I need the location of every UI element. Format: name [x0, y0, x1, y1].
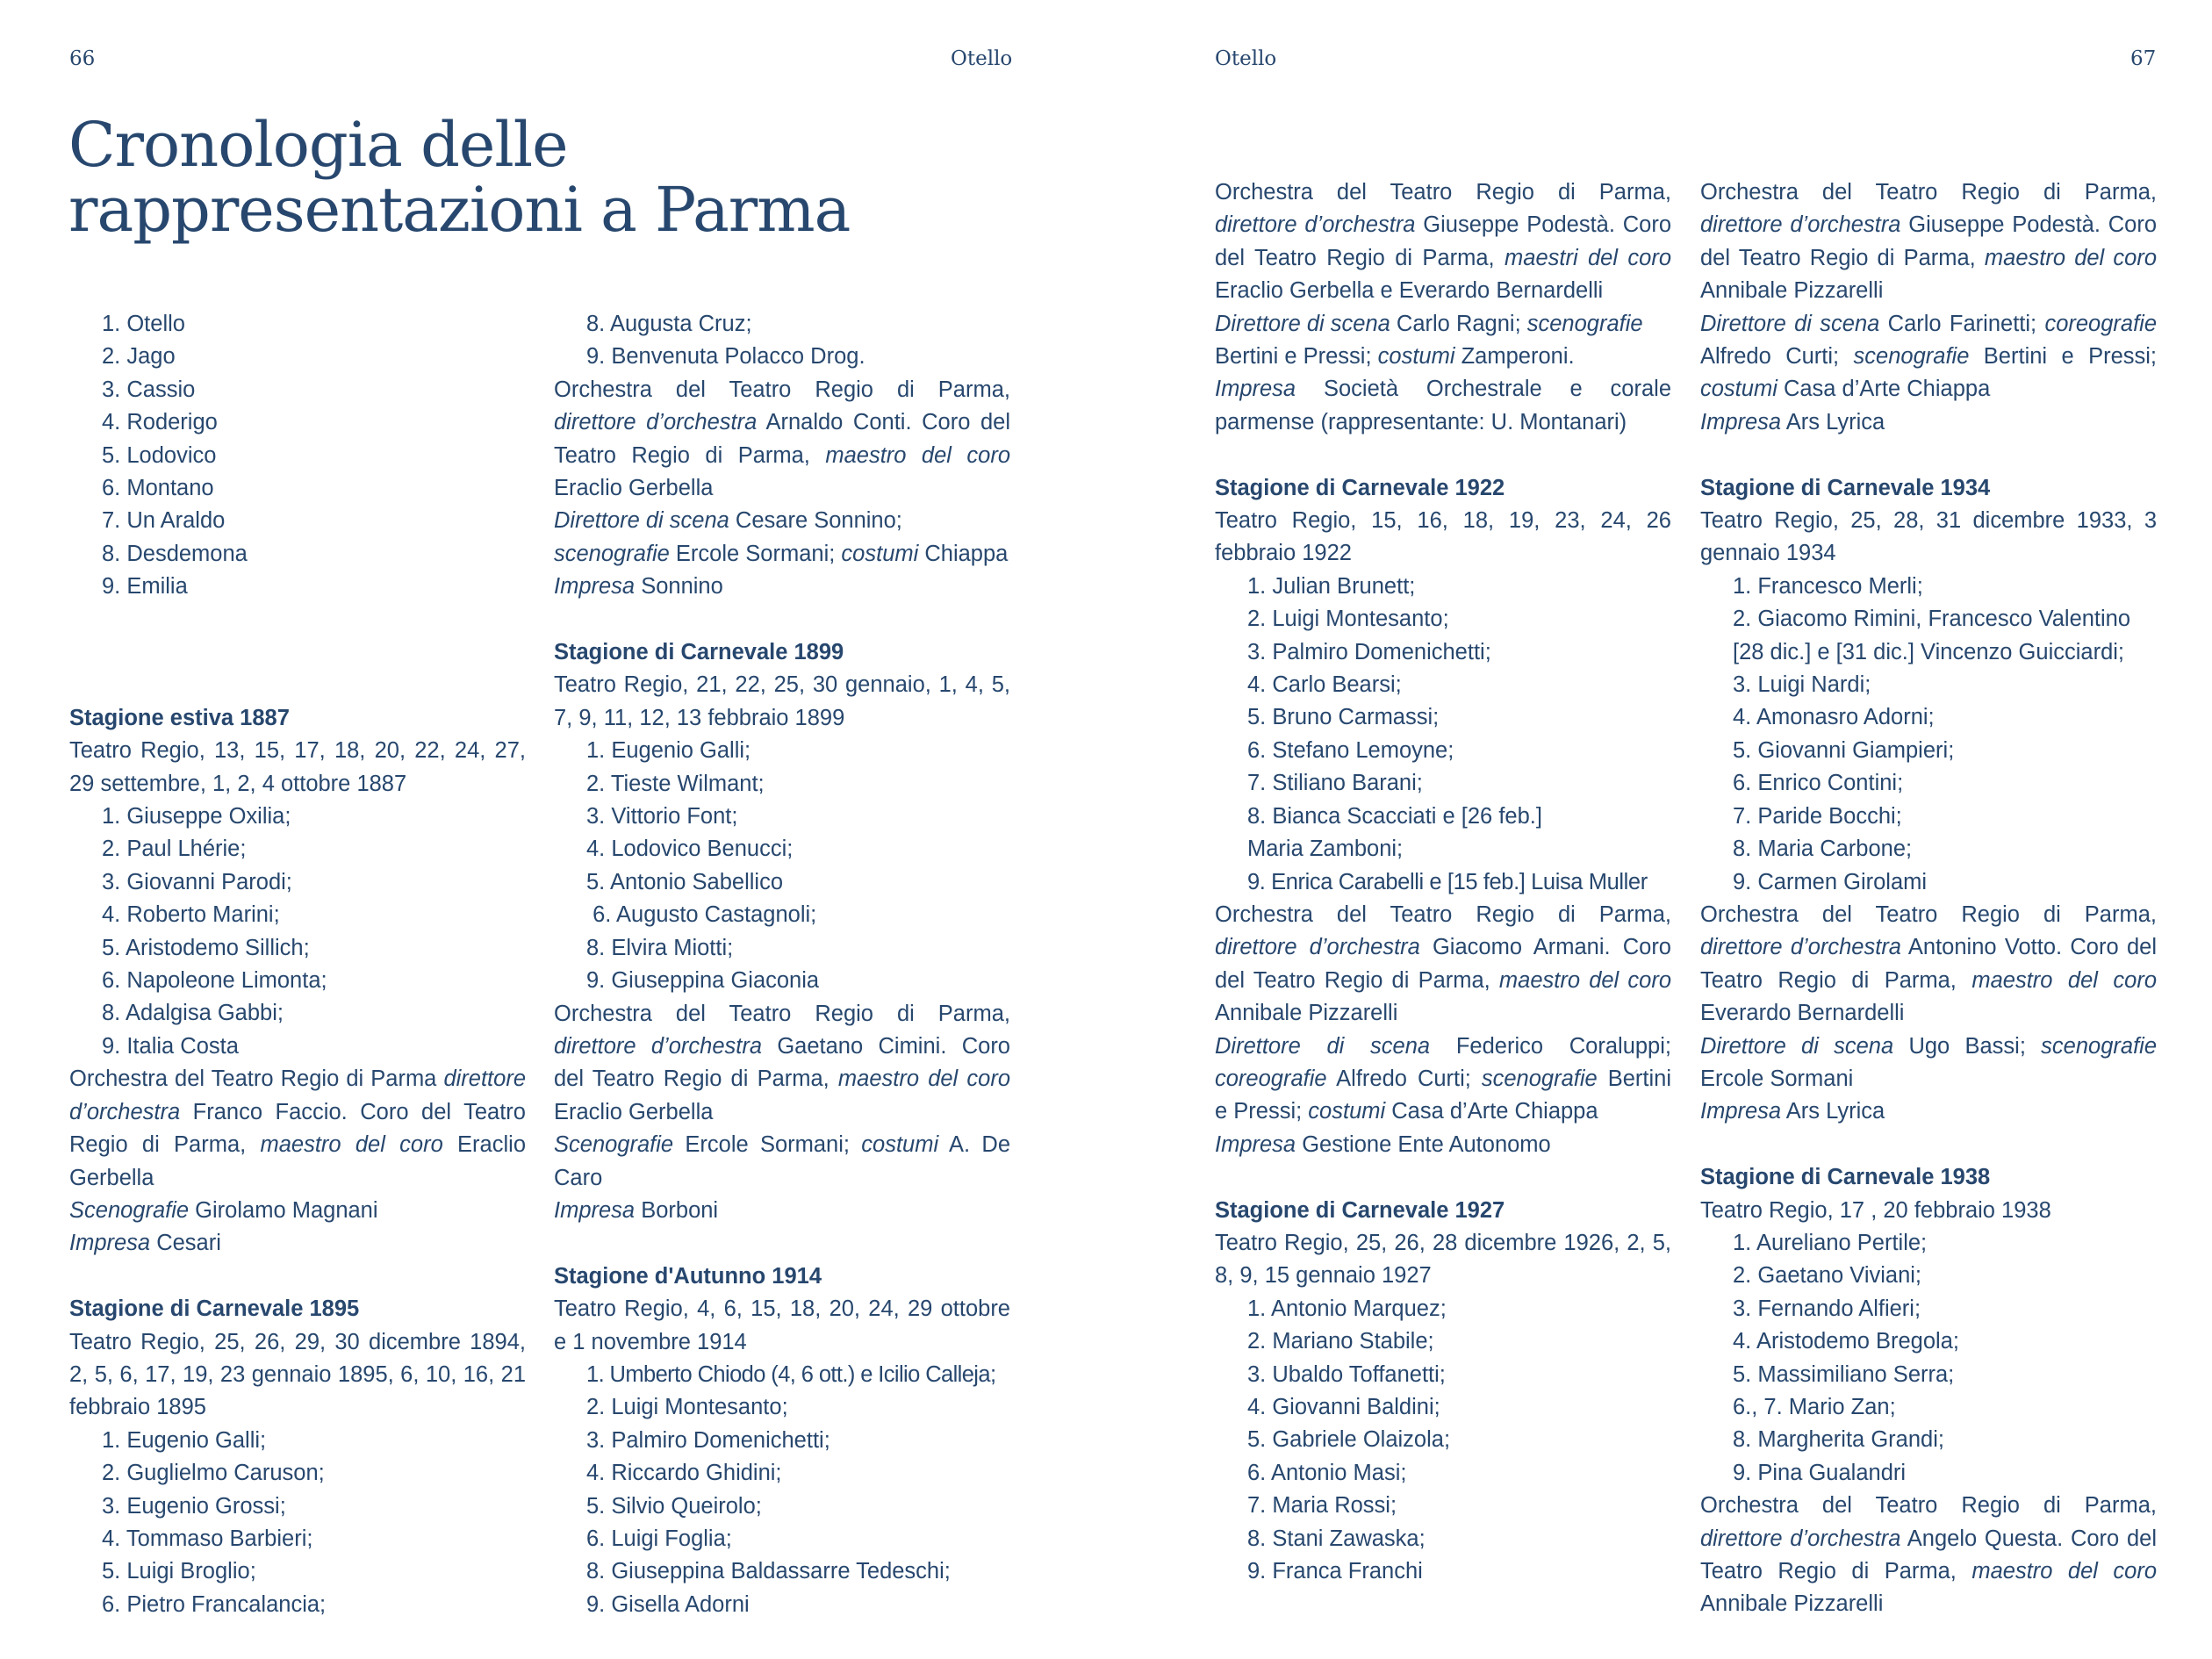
cast-item: 4. Amonasro Adorni; [1733, 705, 1935, 730]
cast-item: 6. Pietro Francalancia; [102, 1591, 327, 1617]
cast-item: 3. Giovanni Parodi; [102, 869, 292, 894]
credit-text: Zamperoni. [1454, 344, 1575, 370]
cast-item: 1. Antonio Marquez; [1247, 1296, 1447, 1321]
cast-item: 9. Enrica Carabelli e [15 feb.] Luisa Muller [1247, 869, 1648, 894]
credit-text: Orchestra del Teatro Regio di Parma [69, 1066, 444, 1092]
credit-text: Casa d’Arte Chiappa [1385, 1099, 1598, 1124]
cast-item: 9. Benvenuta Polacco Drog. [586, 344, 865, 370]
role-item: 4. Roderigo [102, 410, 218, 435]
cast-item: 1. Eugenio Galli; [586, 738, 751, 764]
cast-item: 7. Stiliano Barani; [1247, 771, 1423, 796]
cast-item: 5. Giovanni Giampieri; [1733, 737, 1955, 763]
cast-item: 8. Bianca Scacciati e [26 feb.] Maria Zamboni; [1247, 803, 1542, 862]
credit-role-label: direttore d’orchestra [1700, 212, 1901, 238]
credit-role-label: costumi [841, 541, 919, 566]
season-dates: Teatro Regio, 15, 16, 18, 19, 23, 24, 26 febbraio 1922 [1215, 508, 1671, 566]
impresa-credits [554, 571, 1010, 603]
cast-item: 4. Giovanni Baldini; [1247, 1395, 1440, 1419]
role-item: 1. Otello [102, 312, 185, 336]
cast-item: 1. Julian Brunett; [1247, 573, 1416, 599]
cast-item: 4. Lodovico Benucci; [586, 837, 794, 862]
credit-text: Arnaldo Conti. Coro del Teatro Regio di Parma, [554, 410, 1010, 468]
role-item: 2. Jago [102, 344, 176, 370]
credit-text: Ugo Bassi; [1893, 1033, 2042, 1059]
credit-text: Cesare Sonnino; [729, 508, 902, 534]
season-heading: Stagione estiva 1887 [69, 705, 290, 730]
staging-credits [554, 1129, 1010, 1195]
cast-item: 3. Eugenio Grossi; [102, 1493, 286, 1519]
column-3 [1215, 176, 1671, 1588]
credit-role-label: Impresa [1215, 1131, 1296, 1157]
credit-role-label: scenografie [1526, 311, 1643, 336]
credit-role-label: Direttore di scena [554, 508, 729, 534]
credit-role-label: direttore d’orchestra [1700, 1526, 1901, 1551]
cast-item: 5. Antonio Sabellico [586, 869, 783, 894]
credit-text: Orchestra del Teatro Regio di Parma, [1215, 180, 1671, 205]
cast-item: 3. Vittorio Font; [586, 804, 738, 830]
season-1914 [554, 1260, 1010, 1621]
cast-item: 7. Paride Bocchi; [1733, 803, 1902, 829]
credit-role-label: Impresa [554, 574, 636, 600]
cast-item: 5. Massimiliano Serra; [1733, 1361, 1955, 1387]
credit-text: Gestione Ente Autonomo [1296, 1131, 1551, 1157]
page-title [68, 109, 851, 246]
credit-role-label: Impresa [1215, 377, 1296, 402]
credit-role-label: direttore d’orchestra [1700, 935, 1901, 960]
orchestra-credits [1215, 176, 1671, 308]
credit-role-label: Direttore di scena [1215, 1033, 1431, 1059]
cast-item: 6. Stefano Lemoyne; [1247, 737, 1454, 763]
credit-role-label: scenografie [1853, 344, 1970, 370]
season-heading: Stagione di Carnevale 1927 [1215, 1197, 1505, 1223]
credit-role-label: maestro del coro [1971, 967, 2157, 993]
season-1938 [1700, 1161, 2157, 1621]
page-number-left: 66 [69, 47, 96, 70]
impresa-credits [69, 1227, 526, 1260]
credit-role-label: direttore d’orchestra [69, 1066, 526, 1124]
cast-item: 6., 7. Mario Zan; [1733, 1395, 1896, 1419]
column-2 [554, 308, 1010, 1621]
cast-item: 5. Bruno Carmassi; [1247, 705, 1440, 730]
cast-item: 8. Stani Zawaska; [1247, 1526, 1426, 1551]
season-1895 [69, 1293, 526, 1621]
impresa-credits [554, 1195, 1010, 1227]
season-dates: Teatro Regio, 25, 26, 29, 30 dicembre 1894, 2, 5, 6, 17, 19, 23 gennaio 1895, 6, 10, 16, 21 febbraio 1895 [69, 1329, 526, 1420]
season-1927-continued [1700, 176, 2157, 439]
credit-role-label: Direttore di scena [1700, 1033, 1894, 1059]
cast-item: 2. Gaetano Viviani; [1733, 1263, 1922, 1289]
credit-role-label: maestro del coro [1984, 245, 2157, 270]
cast-item: 8. Margherita Grandi; [1733, 1427, 1944, 1453]
credit-role-label: Impresa [1700, 1099, 1782, 1124]
season-1887 [69, 702, 526, 1260]
cast-item: 8. Giuseppina Baldassarre Tedeschi; [586, 1559, 951, 1584]
season-dates: Teatro Regio, 21, 22, 25, 30 gennaio, 1, 4, 5, 7, 9, 11, 12, 13 febbraio 1899 [554, 672, 1010, 730]
credit-text: Eraclio Gerbella [554, 476, 714, 501]
credit-role-label: scenografie [2041, 1033, 2158, 1059]
orchestra-credits [69, 1063, 526, 1195]
credit-text: Orchestra del Teatro Regio di Parma, [1700, 180, 2157, 205]
orchestra-credits [1215, 899, 1671, 1031]
credit-role-label: scenografie [554, 541, 670, 566]
credit-text: Everardo Bernardelli [1700, 1001, 1905, 1026]
credit-text: Bertini e Pressi; [1215, 344, 1378, 370]
credit-text: Gaetano Cimini. Coro del Teatro Regio di Parma, [554, 1033, 1010, 1092]
staging-credits [1700, 1031, 2157, 1096]
role-item: 5. Lodovico [102, 442, 217, 468]
credit-text: Carlo Ragni; [1390, 311, 1527, 336]
credit-text: Angelo Questa. Coro del Teatro Regio di Parma, [1700, 1526, 2157, 1584]
season-1914-continued [1215, 176, 1671, 439]
running-head-left: Otello [951, 47, 1013, 70]
cast-item: 3. Palmiro Domenichetti; [1247, 639, 1491, 664]
credit-text: Ercole Sormani; [673, 1132, 862, 1158]
credit-role-label: costumi [1377, 344, 1455, 370]
season-1922 [1215, 472, 1671, 1162]
credit-text: Federico Coraluppi; [1430, 1033, 1671, 1059]
cast-item: 9. Italia Costa [102, 1033, 239, 1059]
credit-role-label: maestro del coro [825, 442, 1010, 468]
credit-text: Girolamo Magnani [189, 1197, 378, 1223]
credit-role-label: Impresa [69, 1231, 151, 1256]
cast-item: 9. Giuseppina Giaconia [586, 968, 820, 994]
cast-item: 7. Maria Rossi; [1247, 1493, 1397, 1519]
cast-item: 4. Aristodemo Bregola; [1733, 1329, 1959, 1354]
credit-role-label: maestro del coro [1498, 967, 1671, 993]
credit-text: Bertini e Pressi; [1969, 344, 2158, 370]
cast-item: 8. Adalgisa Gabbi; [102, 1001, 284, 1026]
cast-item: 1. Eugenio Galli; [102, 1427, 267, 1453]
role-item: 3. Cassio [102, 377, 196, 402]
impresa-credits [1215, 1129, 1671, 1161]
season-1895-continued [554, 308, 1010, 604]
credit-role-label: Impresa [1700, 409, 1782, 434]
cast-item: 9. Franca Franchi [1247, 1559, 1423, 1584]
credit-role-label: costumi [1700, 377, 1778, 402]
credit-text: Orchestra del Teatro Regio di Parma, [554, 1001, 1010, 1026]
credit-text: Sonnino [635, 574, 723, 600]
cast-item: 2. Luigi Montesanto; [1247, 607, 1449, 632]
credit-text: Bertini e Pressi; [1215, 1066, 1671, 1124]
orchestra-credits [1700, 1490, 2157, 1621]
cast-item: 8. Augusta Cruz; [586, 312, 752, 336]
season-dates: Teatro Regio, 17 , 20 febbraio 1938 [1700, 1197, 2051, 1223]
credit-text: Antonino Votto. Coro del Teatro Regio di Parma, [1700, 935, 2157, 993]
credit-text: Orchestra del Teatro Regio di Parma, [554, 377, 1010, 402]
role-item: 8. Desdemona [102, 541, 248, 566]
scenography-credits [69, 1195, 526, 1227]
credit-role-label: costumi [1308, 1099, 1386, 1124]
credit-text: Eraclio Gerbella [69, 1132, 526, 1190]
credit-text: Annibale Pizzarelli [1700, 1591, 1884, 1617]
credit-role-label: Scenografie [69, 1197, 190, 1223]
staging-credits [1215, 308, 1671, 374]
credit-text: Borboni [635, 1197, 719, 1223]
cast-item: 9. Carmen Girolami [1733, 869, 1928, 894]
cast-item: 1. Giuseppe Oxilia; [102, 804, 291, 830]
cast-item: 4. Riccardo Ghidini; [586, 1461, 782, 1486]
credit-text: Ars Lyrica [1781, 409, 1885, 434]
credit-text: Giacomo Armani. Coro del Teatro Regio di Parma, [1215, 935, 1671, 993]
credit-role-label: coreografie [2044, 311, 2158, 336]
credit-role-label: maestro del coro [837, 1066, 1010, 1092]
season-dates: Teatro Regio, 4, 6, 15, 18, 20, 24, 29 ottobre e 1 novembre 1914 [554, 1296, 1010, 1354]
role-item: 9. Emilia [102, 574, 188, 600]
column-4 [1700, 176, 2157, 1621]
season-1899 [554, 636, 1010, 1227]
column-1 [69, 308, 526, 1621]
credit-text: Orchestra del Teatro Regio di Parma, [1700, 901, 2157, 927]
season-heading: Stagione di Carnevale 1938 [1700, 1165, 1991, 1190]
orchestra-credits [554, 998, 1010, 1130]
credit-text: A. De Caro [554, 1132, 1010, 1190]
season-heading: Stagione di Carnevale 1895 [69, 1296, 360, 1322]
cast-item: 1. Francesco Merli; [1733, 573, 1923, 599]
credit-text: Giuseppe Podestà. Coro del Teatro Regio di Parma, [1215, 212, 1671, 270]
cast-item: 2. Mariano Stabile; [1247, 1329, 1434, 1354]
credit-role-label: direttore d’orchestra [1215, 935, 1420, 960]
season-dates: Teatro Regio, 13, 15, 17, 18, 20, 22, 24, 27, 29 settembre, 1, 2, 4 ottobre 1887 [69, 738, 526, 796]
cast-item: 6. Enrico Contini; [1733, 771, 1904, 796]
staging-credits [1215, 1031, 1671, 1129]
impresa-credits [1700, 406, 2157, 439]
credit-text: Ercole Sormani; [669, 541, 842, 566]
credit-role-label: maestro del coro [1971, 1559, 2157, 1584]
impresa-credits [1700, 1095, 2157, 1128]
cast-item: 6. Napoleone Limonta; [102, 968, 327, 994]
cast-item: 1. Umberto Chiodo (4, 6 ott.) e Icilio Calleja; [586, 1361, 996, 1387]
cast-item: 2. Paul Lhérie; [102, 837, 247, 862]
credit-text: Annibale Pizzarelli [1215, 1001, 1398, 1026]
credit-role-label: direttore d’orchestra [1215, 212, 1416, 238]
credit-text: Ercole Sormani [1700, 1066, 1854, 1091]
cast-item: 5. Silvio Queirolo; [586, 1493, 762, 1519]
credit-text: Casa d’Arte Chiappa [1777, 377, 1991, 402]
credit-role-label: Direttore di scena [1700, 311, 1880, 336]
cast-item: 6. Luigi Foglia; [586, 1526, 732, 1551]
credit-role-label: maestri del coro [1505, 245, 1672, 270]
credit-text: Società Orchestrale e corale parmense (rappresentante: U. Montanari) [1215, 377, 1671, 434]
cast-roles-list [69, 308, 526, 604]
credit-role-label: direttore d’orchestra [554, 1033, 763, 1059]
title-line-1: Cronologia delle [68, 109, 568, 181]
season-heading: Stagione di Carnevale 1922 [1215, 475, 1505, 500]
credit-role-label: coreografie [1215, 1066, 1327, 1091]
cast-item: 5. Gabriele Olaizola; [1247, 1427, 1451, 1453]
orchestra-credits [1700, 899, 2157, 1031]
cast-item: 2. Tieste Wilmant; [586, 771, 765, 796]
credit-text: Orchestra del Teatro Regio di Parma, [1215, 901, 1671, 927]
season-heading: Stagione di Carnevale 1899 [554, 640, 844, 665]
cast-item: 4. Carlo Bearsi; [1247, 672, 1402, 698]
credit-role-label: maestro del coro [260, 1132, 443, 1158]
credit-text: Ars Lyrica [1781, 1099, 1885, 1124]
credit-text: Chiappa [918, 541, 1009, 566]
cast-item: 4. Tommaso Barbieri; [102, 1526, 313, 1551]
credit-role-label: Direttore di scena [1215, 311, 1390, 336]
credit-text: Orchestra del Teatro Regio di Parma, [1700, 1493, 2157, 1519]
credit-text: Eraclio Gerbella [554, 1099, 714, 1124]
credit-text: Franco Faccio. Coro del Teatro Regio di Parma, [69, 1099, 526, 1158]
credit-role-label: scenografie [1481, 1066, 1598, 1091]
season-dates: Teatro Regio, 25, 28, 31 dicembre 1933, 3 gennaio 1934 [1700, 508, 2157, 566]
credit-role-label: direttore d’orchestra [554, 410, 758, 435]
cast-item: 3. Luigi Nardi; [1733, 672, 1871, 698]
staging-credits [554, 505, 1010, 571]
credit-text: Alfredo Curti; [1326, 1066, 1482, 1091]
credit-text: Cesari [150, 1231, 221, 1256]
cast-item: 6. Antonio Masi; [1247, 1460, 1407, 1485]
credit-text: Carlo Farinetti; [1879, 311, 2045, 336]
season-1927 [1215, 1195, 1671, 1589]
cast-item: 2. Giacomo Rimini, Francesco Valentino [28 dic.] e [31 dic.] Vincenzo Guicciardi; [1733, 607, 2131, 664]
season-heading: Stagione d'Autunno 1914 [554, 1263, 822, 1289]
role-item: 7. Un Araldo [102, 508, 226, 534]
cast-item: 9. Gisella Adorni [586, 1591, 750, 1617]
cast-item: 4. Roberto Marini; [102, 902, 280, 928]
cast-item: 8. Elvira Miotti; [586, 935, 734, 960]
cast-item: 6. Augusto Castagnoli; [586, 902, 817, 928]
season-1934 [1700, 472, 2157, 1129]
cast-item: 3. Fernando Alfieri; [1733, 1296, 1921, 1321]
cast-item: 8. Maria Carbone; [1733, 837, 1913, 862]
running-head-right: Otello [1215, 47, 1277, 70]
cast-item: 3. Ubaldo Toffanetti; [1247, 1361, 1446, 1387]
staging-credits [1700, 308, 2157, 406]
credit-role-label: Scenografie [554, 1132, 674, 1158]
credit-text: Alfredo Curti; [1700, 344, 1854, 370]
cast-item: 5. Luigi Broglio; [102, 1559, 256, 1584]
credit-text: Annibale Pizzarelli [1700, 278, 1884, 304]
credit-text: Giuseppe Podestà. Coro del Teatro Regio di Parma, [1700, 212, 2157, 270]
cast-item: 3. Palmiro Domenichetti; [586, 1427, 830, 1453]
credit-role-label: Impresa [554, 1197, 636, 1223]
cast-item: 9. Pina Gualandri [1733, 1460, 1907, 1485]
title-line-2: rappresentazioni a Parma [68, 174, 851, 246]
cast-item: 2. Luigi Montesanto; [586, 1395, 788, 1420]
season-heading: Stagione di Carnevale 1934 [1700, 475, 1991, 500]
cast-item: 2. Guglielmo Caruson; [102, 1461, 325, 1486]
orchestra-credits [1700, 176, 2157, 308]
credit-role-label: costumi [861, 1132, 939, 1158]
page-number-right: 67 [2130, 47, 2157, 70]
cast-item: 5. Aristodemo Sillich; [102, 935, 310, 960]
credit-text: Eraclio Gerbella e Everardo Bernardelli [1215, 278, 1604, 304]
impresa-credits [1215, 373, 1671, 439]
cast-item: 1. Aureliano Pertile; [1733, 1230, 1928, 1255]
orchestra-credits [554, 374, 1010, 506]
role-item: 6. Montano [102, 476, 214, 501]
season-dates: Teatro Regio, 25, 26, 28 dicembre 1926, 2, 5, 8, 9, 15 gennaio 1927 [1215, 1230, 1671, 1289]
